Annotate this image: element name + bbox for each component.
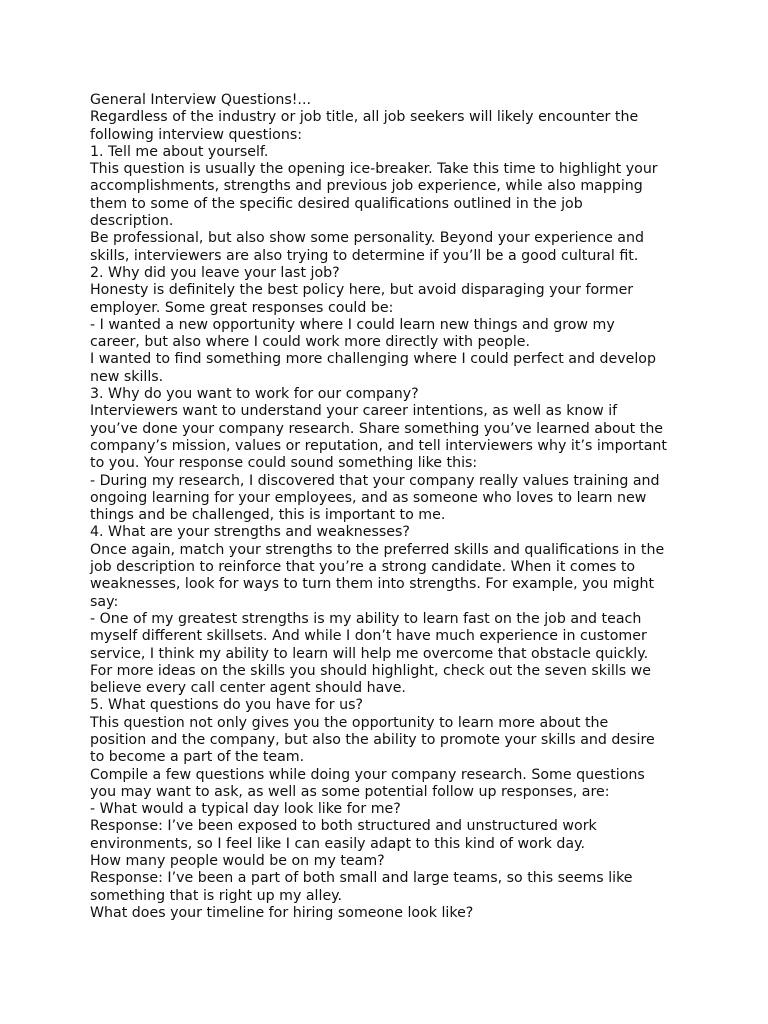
text-line: Interviewers want to understand your career intentions, as well as know if (90, 403, 618, 420)
text-line: skills, interviewers are also trying to determine if you’ll be a good cultural fit. (90, 247, 639, 264)
text-line: job description to reinforce that you’re a strong candidate. When it comes to (90, 559, 636, 576)
text-line: 2. Why did you leave your last job? (90, 264, 340, 281)
text-line: following interview questions: (90, 126, 302, 143)
text-line: 3. Why do you want to work for our company? (90, 386, 419, 403)
text-line: - I wanted a new opportunity where I could learn new things and grow my (90, 316, 615, 333)
text-line: description. (90, 213, 174, 230)
text-line: 1. Tell me about yourself. (90, 143, 269, 160)
text-line: you may want to ask, as well as some potential follow up responses, are: (90, 783, 610, 800)
text-line: career, but also where I could work more directly with people. (90, 334, 531, 351)
text-line: to you. Your response could sound something like this: (90, 455, 478, 472)
text-line: How many people would be on my team? (90, 853, 385, 870)
text-line: General Interview Questions!... (90, 92, 311, 108)
text-line: Response: I’ve been a part of both small and large teams, so this seems like (90, 870, 633, 887)
text-line: - What would a typical day look like for me? (90, 801, 401, 818)
text-line: weaknesses, look for ways to turn them into strengths. For example, you might (90, 576, 655, 593)
text-line: position and the company, but also the ability to promote your skills and desire (90, 731, 655, 748)
text-line: 4. What are your strengths and weaknesses? (90, 524, 410, 541)
text-line: Honesty is definitely the best policy here, but avoid disparaging your former (90, 282, 634, 299)
text-line: This question not only gives you the opportunity to learn more about the (90, 714, 609, 731)
text-line: say: (90, 593, 119, 610)
text-line: accomplishments, strengths and previous job experience, while also mapping (90, 178, 643, 195)
document-page (90, 92, 690, 922)
text-line: myself different skillsets. And while I don’t have much experience in customer (90, 628, 647, 645)
text-line: something that is right up my alley. (90, 887, 343, 904)
text-line: things and be challenged, this is important to me. (90, 507, 446, 524)
text-line: ongoing learning for your employees, and as someone who loves to learn new (90, 489, 647, 506)
text-line: service, I think my ability to learn will help me overcome that obstacle quickly. (90, 645, 649, 662)
text-line: them to some of the specific desired qualifications outlined in the job (90, 195, 583, 212)
text-line: 5. What questions do you have for us? (90, 697, 364, 714)
text-line: Regardless of the industry or job title, all job seekers will likely encounter the (90, 109, 639, 126)
text-line: For more ideas on the skills you should highlight, check out the seven skills we (90, 662, 652, 679)
text-line: employer. Some great responses could be: (90, 299, 394, 316)
text-line: you’ve done your company research. Share something you’ve learned about the (90, 420, 664, 437)
text-line: Compile a few questions while doing your company research. Some questions (90, 766, 645, 783)
text-line: This question is usually the opening ice-breaker. Take this time to highlight your (90, 161, 658, 178)
text-line: Once again, match your strengths to the preferred skills and qualifications in the (90, 541, 665, 558)
text-line: Response: I’ve been exposed to both structured and unstructured work (90, 818, 597, 835)
text-line: Be professional, but also show some personality. Beyond your experience and (90, 230, 645, 247)
text-line: environments, so I feel like I can easily adapt to this kind of work day. (90, 835, 585, 852)
text-line: believe every call center agent should have. (90, 680, 406, 697)
text-line: I wanted to find something more challenging where I could perfect and develop (90, 351, 656, 368)
text-line: - During my research, I discovered that your company really values training and (90, 472, 660, 489)
text-line: company’s mission, values or reputation, and tell interviewers why it’s important (90, 437, 667, 454)
text-line: What does your timeline for hiring someone look like? (90, 904, 474, 921)
text-line: new skills. (90, 368, 164, 385)
text-line: - One of my greatest strengths is my ability to learn fast on the job and teach (90, 610, 642, 627)
text-line: to become a part of the team. (90, 749, 305, 766)
